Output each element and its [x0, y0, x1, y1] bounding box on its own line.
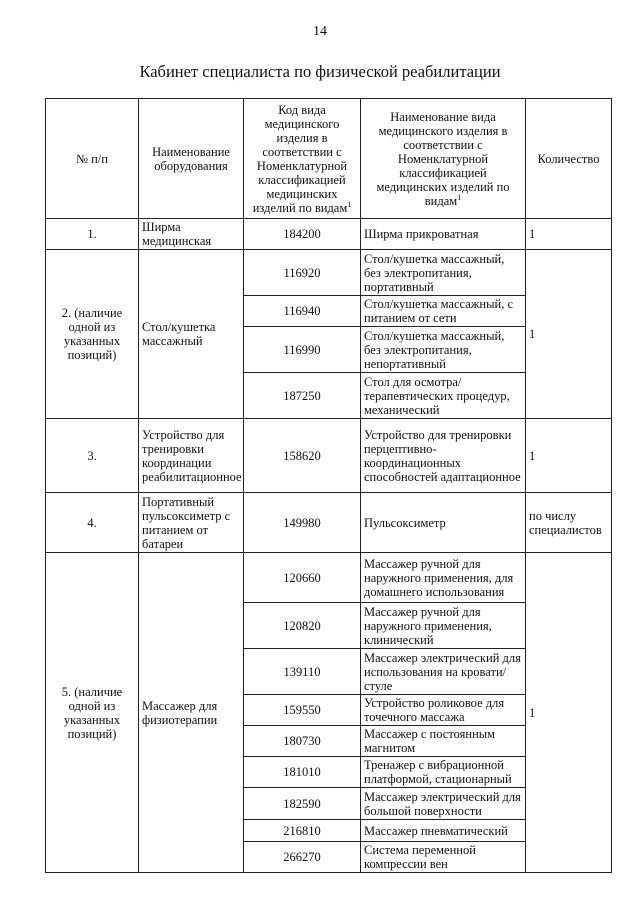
device-code: 266270 — [244, 842, 361, 873]
device-type-name: Система переменной компрессии вен — [361, 842, 526, 873]
table-row — [46, 553, 612, 603]
device-code: 120660 — [244, 553, 361, 603]
device-type-name: Стол/кушетка массажный, без электропитания, портативный — [361, 250, 526, 296]
table-row — [46, 219, 612, 250]
quantity: по числу специалистов — [526, 493, 612, 553]
equipment-name: Стол/кушетка массажный — [139, 250, 244, 419]
row-number: 2. (наличие одной из указанных позиций) — [46, 250, 139, 419]
device-type-name: Устройство роликовое для точечного массажа — [361, 695, 526, 726]
header-code — [244, 99, 361, 219]
header-quantity: Количество — [526, 99, 612, 219]
device-code: 120820 — [244, 603, 361, 649]
device-code: 216810 — [244, 820, 361, 842]
device-code: 116920 — [244, 250, 361, 296]
equipment-name: Массажер для физиотерапии — [139, 553, 244, 873]
quantity: 1 — [526, 553, 612, 873]
row-number: 5. (наличие одной из указанных позиций) — [46, 553, 139, 873]
device-code: 139110 — [244, 649, 361, 695]
device-type-name: Массажер пневматический — [361, 820, 526, 842]
header-type-text: Наименование вида медицинского изделия в соответствии с Номенклатурной классификацией медицинских изделий по видам — [376, 109, 510, 208]
equipment-name: Ширма медицинская — [139, 219, 244, 250]
device-type-name: Стол для осмотра/ терапевтических процедур, механический — [361, 373, 526, 419]
device-code: 159550 — [244, 695, 361, 726]
header-type-name — [361, 99, 526, 219]
device-type-name: Тренажер с вибрационной платформой, стационарный — [361, 757, 526, 788]
device-type-name: Массажер ручной для наружного применения, клинический — [361, 603, 526, 649]
device-code: 187250 — [244, 373, 361, 419]
quantity: 1 — [526, 250, 612, 419]
table-row — [46, 419, 612, 493]
device-type-name: Пульсоксиметр — [361, 493, 526, 553]
device-code: 181010 — [244, 757, 361, 788]
header-num: № п/п — [46, 99, 139, 219]
device-code: 149980 — [244, 493, 361, 553]
device-type-name: Ширма прикроватная — [361, 219, 526, 250]
page-number: 14 — [313, 24, 327, 39]
device-type-name: Массажер с постоянным магнитом — [361, 726, 526, 757]
header-type-footnote: 1 — [457, 192, 462, 202]
device-type-name: Массажер электрический для большой поверхности — [361, 788, 526, 820]
device-code: 116940 — [244, 296, 361, 327]
row-number: 1. — [46, 219, 139, 250]
header-code-text: Код вида медицинского изделия в соответствии с Номенклатурной классификацией медицинских изделий по видам — [252, 102, 348, 215]
quantity: 1 — [526, 419, 612, 493]
device-code: 116990 — [244, 327, 361, 373]
document-title: Кабинет специалиста по физической реабилитации — [139, 62, 501, 81]
device-type-name: Массажер ручной для наружного применения, для домашнего использования — [361, 553, 526, 603]
equipment-table — [45, 98, 612, 873]
device-type-name: Массажер электрический для использования на кровати/стуле — [361, 649, 526, 695]
header-equipment-name: Наименование оборудования — [139, 99, 244, 219]
row-number: 4. — [46, 493, 139, 553]
device-code: 180730 — [244, 726, 361, 757]
equipment-name: Устройство для тренировки координации реабилитационное — [139, 419, 244, 493]
device-code: 184200 — [244, 219, 361, 250]
quantity: 1 — [526, 219, 612, 250]
table-row — [46, 250, 612, 296]
device-type-name: Стол/кушетка массажный, без электропитания, непортативный — [361, 327, 526, 373]
device-type-name: Устройство для тренировки перцептивно-координационных способностей адаптационное — [361, 419, 526, 493]
device-code: 182590 — [244, 788, 361, 820]
table-header-row — [46, 99, 612, 219]
equipment-name: Портативный пульсоксиметр с питанием от батареи — [139, 493, 244, 553]
header-code-footnote: 1 — [347, 199, 352, 209]
device-code: 158620 — [244, 419, 361, 493]
table-row — [46, 493, 612, 553]
row-number: 3. — [46, 419, 139, 493]
device-type-name: Стол/кушетка массажный, с питанием от сети — [361, 296, 526, 327]
